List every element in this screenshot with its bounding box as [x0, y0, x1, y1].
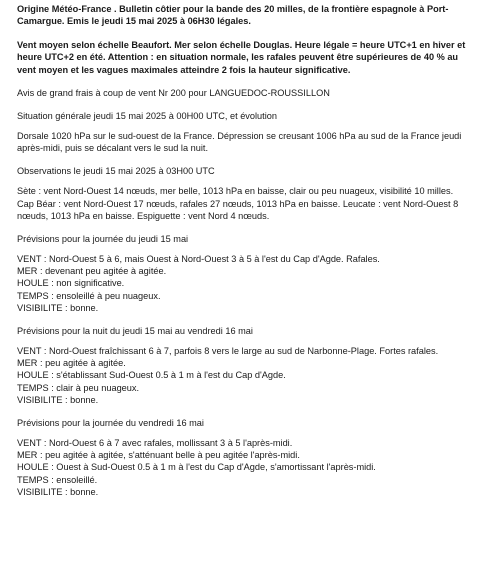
- forecast-section: [17, 437, 468, 498]
- forecast-swell: HOULE : s'établissant Sud-Ouest 0.5 à 1 m à l'est du Cap d'Agde.: [17, 370, 286, 381]
- forecast-heading: Prévisions pour la nuit du jeudi 15 mai au vendredi 16 mai: [17, 326, 253, 337]
- forecast-weather: TEMPS : ensoleillé à peu nuageux.: [17, 290, 161, 301]
- forecast-swell: HOULE : Ouest à Sud-Ouest 0.5 à 1 m à l'est du Cap d'Agde, s'amortissant l'après-midi.: [17, 462, 376, 473]
- scales-note: Vent moyen selon échelle Beaufort. Mer selon échelle Douglas. Heure légale = heure UTC+1 en hiver et heure UTC+2 en été. Attention : en situation normale, les rafales peuvent être supérieures de 40 % au vent moyen et les vagues maximales atteindre 2 fois la hauteur significative.: [17, 39, 466, 75]
- forecast-section: [17, 345, 468, 406]
- observations-heading: Observations le jeudi 15 mai 2025 à 03H00 UTC: [17, 166, 215, 177]
- bulletin-origin: Origine Météo-France . Bulletin côtier pour la bande des 20 milles, de la frontière espagnole à Port-Camargue. Emis le jeudi 15 mai 2025 à 06H30 légales.: [17, 4, 449, 27]
- forecast-weather: TEMPS : clair à peu nuageux.: [17, 382, 140, 393]
- situation-text: Dorsale 1020 hPa sur le sud-ouest de la France. Dépression se creusant 1006 hPa au sud de la France jeudi après-midi, puis se décalant vers le sud la nuit.: [17, 131, 462, 154]
- gale-warning: Avis de grand frais à coup de vent Nr 200 pour LANGUEDOC-ROUSSILLON: [17, 88, 330, 99]
- forecast-wind: VENT : Nord-Ouest 5 à 6, mais Ouest à Nord-Ouest 3 à 5 à l'est du Cap d'Agde. Rafales.: [17, 254, 380, 265]
- forecast-wind: VENT : Nord-Ouest fraîchissant 6 à 7, parfois 8 vers le large au sud de Narbonne-Plage. Fortes rafales.: [17, 346, 439, 357]
- forecast-heading: Prévisions pour la journée du vendredi 16 mai: [17, 418, 204, 429]
- forecast-visibility: VISIBILITE : bonne.: [17, 486, 99, 497]
- forecast-section: [17, 253, 468, 314]
- forecast-visibility: VISIBILITE : bonne.: [17, 302, 99, 313]
- forecast-wind: VENT : Nord-Ouest 6 à 7 avec rafales, mollissant 3 à 5 l'après-midi.: [17, 438, 293, 449]
- forecast-heading: Prévisions pour la journée du jeudi 15 mai: [17, 234, 189, 245]
- forecast-sea: MER : peu agitée à agitée.: [17, 358, 126, 369]
- situation-heading: Situation générale jeudi 15 mai 2025 à 00H00 UTC, et évolution: [17, 111, 277, 122]
- forecast-weather: TEMPS : ensoleillé.: [17, 474, 98, 485]
- forecast-sea: MER : devenant peu agitée à agitée.: [17, 266, 167, 277]
- forecast-sea: MER : peu agitée à agitée, s'atténuant belle à peu agitée l'après-midi.: [17, 450, 300, 461]
- observations-text: Sète : vent Nord-Ouest 14 nœuds, mer belle, 1013 hPa en baisse, clair ou peu nuageux, visibilité 10 milles. Cap Béar : vent Nord-Ouest 17 nœuds, rafales 27 nœuds, 1013 hPa en baisse. Leucate : vent Nord-Ouest 8 nœuds, 1013 hPa en baisse. Espiguette : vent Nord 4 nœuds.: [17, 186, 459, 221]
- forecast-swell: HOULE : non significative.: [17, 278, 125, 289]
- forecast-visibility: VISIBILITE : bonne.: [17, 394, 99, 405]
